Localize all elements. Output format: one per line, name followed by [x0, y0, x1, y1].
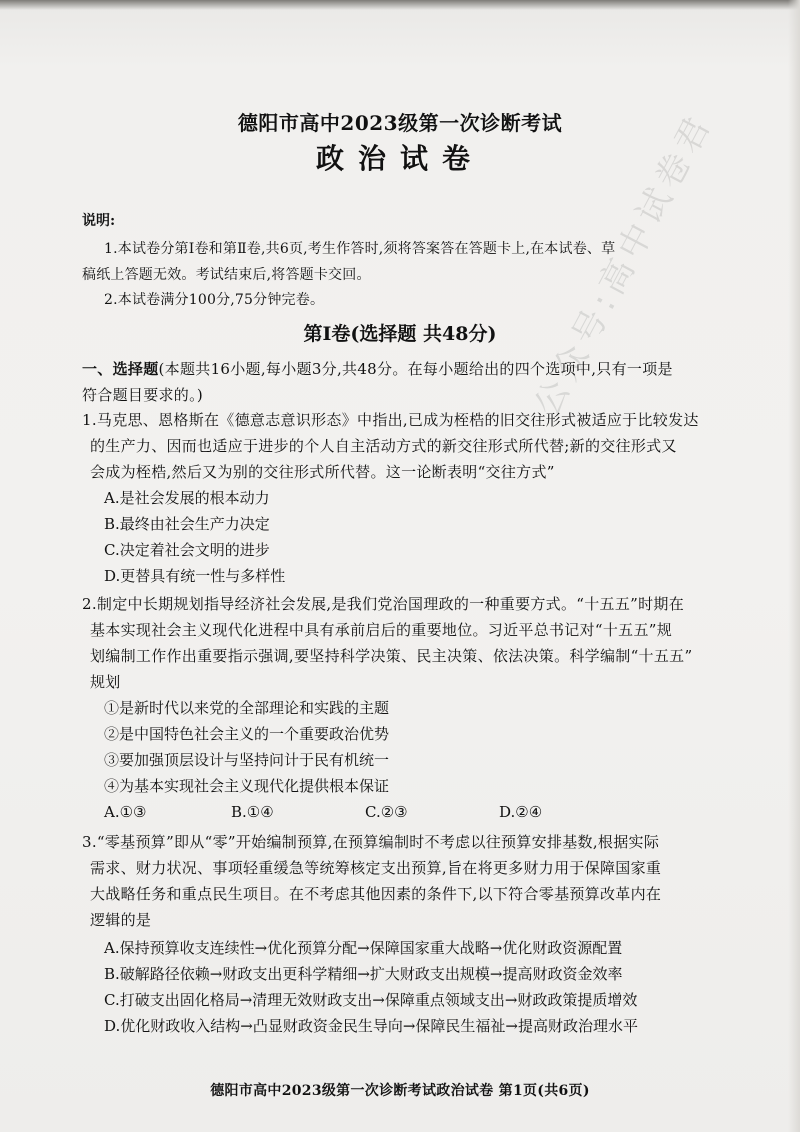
watermark: 公众号:高中试卷君	[527, 105, 721, 423]
section-heading: 第Ⅰ卷(选择题 共48分)	[303, 323, 497, 345]
q3-option-c[interactable]: C.打破支出固化格局→清理无效财政支出→保障重点领域支出→财政政策提质增效	[104, 991, 638, 1009]
q2-line-3: 划编制工作作出重要指示强调,要坚持科学决策、民主决策、依法决策。科学编制“十五五”	[90, 647, 693, 665]
section-intro-line-1	[82, 358, 673, 379]
q2-option-c[interactable]: C.②③	[365, 803, 408, 821]
instruction-line-1a: 1.本试卷分第Ⅰ卷和第Ⅱ卷,共6页,考生作答时,须将答案答在答题卡上,在本试卷、草	[104, 241, 616, 257]
q2-option-d[interactable]: D.②④	[499, 803, 543, 821]
section-intro-line-2: 符合题目要求的。)	[82, 386, 204, 404]
q3-line-2: 需求、财力状况、事项轻重缓急等统筹核定支出预算,旨在将更多财力用于保障国家重	[90, 859, 662, 877]
q1-option-a[interactable]: A.是社会发展的根本动力	[104, 489, 270, 507]
exam-title: 德阳市高中2023级第一次诊断考试	[237, 111, 563, 135]
q3-option-a[interactable]: A.保持预算收支连续性→优化预算分配→保障国家重大战略→优化财政资源配置	[104, 939, 623, 957]
q2-statement-2: ②是中国特色社会主义的一个重要政治优势	[104, 725, 390, 743]
q2-line-2: 基本实现社会主义现代化进程中具有承前启后的重要地位。习近平总书记对“十五五”规	[90, 621, 673, 639]
q1-option-b[interactable]: B.最终由社会生产力决定	[104, 515, 270, 533]
section-intro-text: (本题共16小题,每小题3分,共48分。在每小题给出的四个选项中,只有一项是	[158, 360, 673, 378]
q3-line-1: 3.“零基预算”即从“零”开始编制预算,在预算编制时不考虑以往预算安排基数,根据实际	[82, 833, 660, 851]
exam-subtitle: 政治试卷	[315, 142, 484, 175]
q2-statement-3: ③要加强顶层设计与坚持问计于民有机统一	[104, 751, 390, 769]
q3-option-b[interactable]: B.破解路径依赖→财政支出更科学精细→扩大财政支出规模→提高财政资金效率	[104, 965, 623, 983]
q2-statement-1: ①是新时代以来党的全部理论和实践的主题	[104, 699, 390, 717]
q3-option-d[interactable]: D.优化财政收入结构→凸显财政资金民生导向→保障民生福祉→提高财政治理水平	[104, 1017, 638, 1035]
q1-line-2: 的生产力、因而也适应于进步的个人自主活动方式的新交往形式所代替;新的交往形式又	[90, 437, 677, 455]
instruction-line-1b: 稿纸上答题无效。考试结束后,将答题卡交回。	[82, 267, 371, 283]
q1-option-c[interactable]: C.决定着社会文明的进步	[104, 541, 270, 559]
scan-shadow	[0, 0, 800, 10]
q2-line-4: 规划	[90, 673, 121, 691]
q3-line-4: 逻辑的是	[90, 911, 152, 929]
page-footer: 德阳市高中2023级第一次诊断考试政治试卷 第1页(共6页)	[210, 1083, 590, 1099]
q1-line-3: 会成为桎梏,然后又为别的交往形式所代替。这一论断表明“交往方式”	[90, 463, 555, 481]
instructions-label: 说明:	[82, 213, 116, 229]
section-intro-label: 一、选择题	[82, 360, 159, 378]
q2-option-b[interactable]: B.①④	[231, 803, 274, 821]
instruction-line-2: 2.本试卷满分100分,75分钟完卷。	[104, 292, 325, 308]
q3-line-3: 大战略任务和重点民生项目。在不考虑其他因素的条件下,以下符合零基预算改革内在	[90, 885, 662, 903]
q2-statement-4: ④为基本实现社会主义现代化提供根本保证	[104, 777, 390, 795]
q2-line-1: 2.制定中长期规划指导经济社会发展,是我们党治国理政的一种重要方式。“十五五”时期在	[82, 595, 685, 613]
q1-line-1: 1.马克思、恩格斯在《德意志意识形态》中指出,已成为桎梏的旧交往形式被适应于比较发达	[82, 411, 699, 429]
q1-option-d[interactable]: D.更替具有统一性与多样性	[104, 567, 286, 585]
q2-option-a[interactable]: A.①③	[104, 803, 147, 821]
